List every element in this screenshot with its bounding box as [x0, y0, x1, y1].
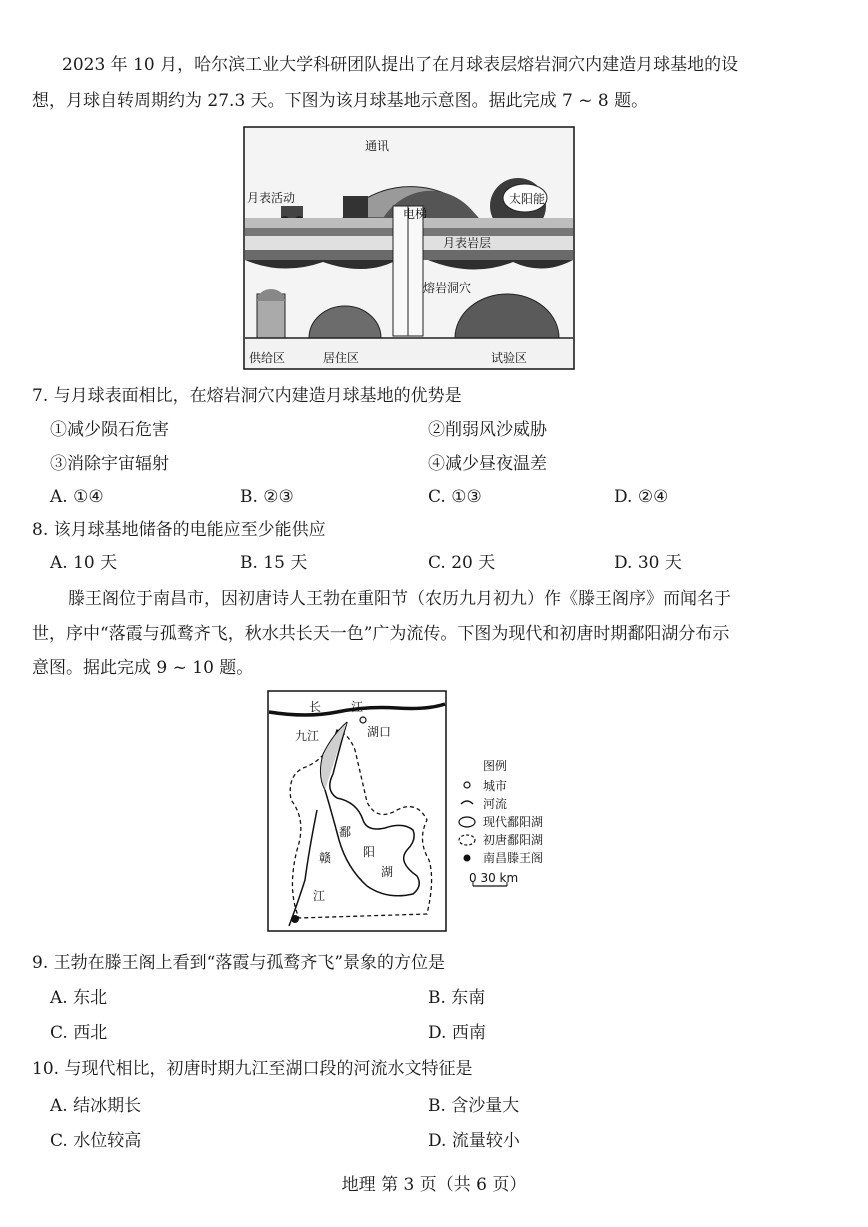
label-solar: 太阳能 — [509, 192, 546, 206]
q7-item-1: ①减少陨石危害 — [50, 420, 169, 440]
q8-stem: 8. 该月球基地储备的电能应至少能供应 — [32, 520, 326, 540]
passage2-line2: 世，序中“落霞与孤鹜齐飞，秋水共长天一色”广为流传。下图为现代和初唐时期鄱阳湖分布示 — [32, 624, 730, 644]
q7-item-3: ③消除宇宙辐射 — [50, 454, 169, 474]
passage2-line3: 意图。据此完成 9 ~ 10 题。 — [32, 658, 254, 678]
label-experiment: 试验区 — [491, 351, 528, 365]
label-yangtze-1: 长 — [309, 700, 322, 714]
label-yangtze-2: 江 — [351, 700, 364, 714]
q10-option-d[interactable]: D. 流量较小 — [428, 1131, 520, 1151]
q10-option-a[interactable]: A. 结冰期长 — [50, 1096, 142, 1116]
label-gan-2: 江 — [313, 889, 326, 903]
label-po-2: 阳 — [363, 845, 376, 859]
label-lava-cave: 熔岩洞穴 — [423, 281, 472, 295]
legend-title: 图例 — [483, 759, 508, 773]
q7-option-a[interactable]: A. ①④ — [50, 487, 104, 507]
q9-option-d[interactable]: D. 西南 — [428, 1023, 486, 1043]
legend-modern-lake-icon — [459, 817, 475, 827]
q9-option-c[interactable]: C. 西北 — [50, 1023, 108, 1043]
passage2-line1: 滕王阁位于南昌市，因初唐诗人王勃在重阳节（农历九月初九）作《滕王阁序》而闻名于 — [68, 589, 731, 609]
scale-label: 0 30 km — [469, 871, 519, 885]
label-elevator: 电梯 — [403, 207, 428, 221]
legend-city-icon — [464, 782, 470, 788]
legend-modern-lake: 现代鄱阳湖 — [483, 815, 544, 829]
passage1-line1: 2023 年 10 月，哈尔滨工业大学科研团队提出了在月球表层熔岩洞穴内建造月球基地的设 — [62, 55, 739, 75]
label-gan-1: 赣 — [319, 851, 332, 865]
q7-option-b[interactable]: B. ②③ — [240, 487, 294, 507]
q8-option-b[interactable]: B. 15 天 — [240, 553, 308, 573]
q9-option-b[interactable]: B. 东南 — [428, 988, 486, 1008]
label-hukou: 湖口 — [367, 725, 392, 739]
label-po-3: 湖 — [381, 865, 394, 879]
poyang-lake-map — [267, 690, 567, 935]
label-jiujiang: 九江 — [295, 729, 320, 743]
legend-river: 河流 — [483, 797, 508, 811]
legend-city: 城市 — [483, 779, 508, 793]
legend-tang-lake: 初唐鄱阳湖 — [483, 833, 544, 847]
q10-option-c[interactable]: C. 水位较高 — [50, 1131, 142, 1151]
q9-option-a[interactable]: A. 东北 — [50, 988, 108, 1008]
label-rock-layer: 月表岩层 — [443, 236, 492, 250]
lunar-base-figure — [243, 126, 575, 370]
q7-item-2: ②削弱风沙威胁 — [428, 420, 547, 440]
legend-tang-lake-icon — [459, 835, 475, 845]
q8-option-c[interactable]: C. 20 天 — [428, 553, 496, 573]
label-comm: 通讯 — [365, 139, 390, 153]
q9-stem: 9. 王勃在滕王阁上看到“落霞与孤鹜齐飞”景象的方位是 — [32, 953, 446, 973]
label-po-1: 鄱 — [339, 825, 352, 839]
q7-option-c[interactable]: C. ①③ — [428, 487, 482, 507]
legend-river-icon — [461, 801, 473, 804]
legend-pavilion-icon — [464, 855, 471, 862]
q10-option-b[interactable]: B. 含沙量大 — [428, 1096, 520, 1116]
passage1-line2: 想，月球自转周期约为 27.3 天。下图为该月球基地示意图。据此完成 7 ~ 8 题。 — [32, 91, 649, 111]
label-living: 居住区 — [323, 351, 360, 365]
q7-option-d[interactable]: D. ②④ — [614, 487, 669, 507]
label-surface-activity: 月表活动 — [247, 191, 296, 205]
q8-option-d[interactable]: D. 30 天 — [614, 553, 682, 573]
label-supply: 供给区 — [249, 351, 286, 365]
legend-pavilion: 南昌滕王阁 — [483, 851, 544, 865]
q10-stem: 10. 与现代相比，初唐时期九江至湖口段的河流水文特征是 — [32, 1059, 473, 1079]
q8-option-a[interactable]: A. 10 天 — [50, 553, 118, 573]
page-footer: 地理 第 3 页（共 6 页） — [341, 1175, 527, 1195]
q7-item-4: ④减少昼夜温差 — [428, 454, 547, 474]
q7-stem: 7. 与月球表面相比，在熔岩洞穴内建造月球基地的优势是 — [32, 386, 462, 406]
